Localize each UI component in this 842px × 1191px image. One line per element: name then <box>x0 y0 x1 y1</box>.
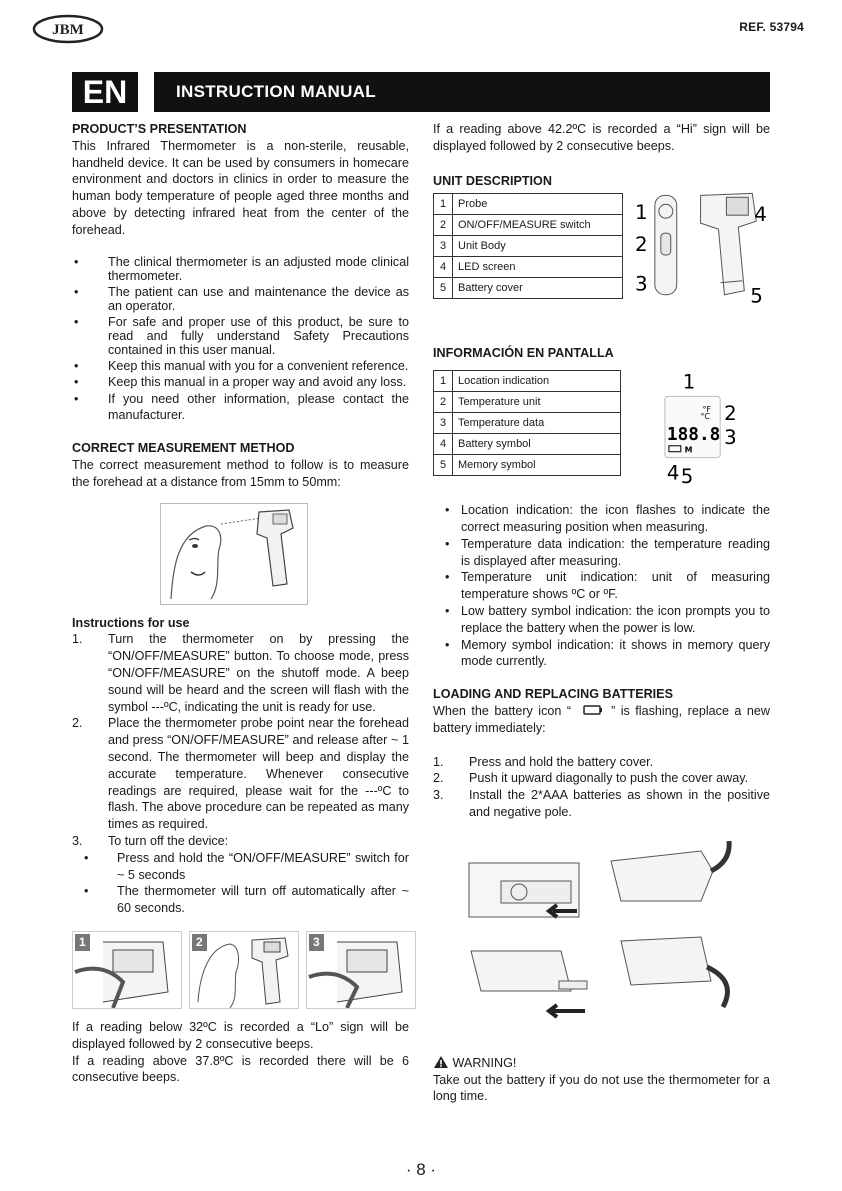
step-number: 2. <box>433 771 444 786</box>
list-item <box>433 754 770 771</box>
list-item: • Temperature unit indication: unit of measuring temperature shows ºC or ºF. <box>433 569 770 603</box>
page-number: · 8 · <box>405 1160 437 1179</box>
table-row <box>434 434 621 455</box>
warning-title <box>433 1055 770 1072</box>
callout-1: 1 <box>683 370 696 394</box>
list-item: • Keep this manual with you for a convenient reference. <box>72 359 409 373</box>
step-text: Install the 2*AAA batteries as shown in the positive and negative pole. <box>469 788 770 819</box>
battery-replacement-figures <box>461 841 751 1031</box>
lcd-screen-diagram <box>661 368 770 486</box>
table-row <box>434 371 621 392</box>
row-label: Unit Body <box>453 236 623 257</box>
lcd-unit-c: °C <box>700 412 711 422</box>
row-number: 5 <box>434 455 453 476</box>
row-number: 1 <box>434 194 453 215</box>
list-item: • Press and hold the “ON/OFF/MEASURE” switch for ~ 5 seconds <box>72 850 409 884</box>
lo-reading-note: If a reading below 32ºC is recorded a “Lo” sign will be displayed followed by 2 consecutive beeps. <box>72 1019 409 1051</box>
batteries-intro-start: When the battery icon “ <box>433 703 572 718</box>
step-text: To turn off the device: <box>108 833 229 848</box>
table-row <box>434 278 623 299</box>
table-row <box>434 413 621 434</box>
list-item: • The thermometer will turn off automatically after ~ 60 seconds. <box>72 883 409 917</box>
step-number: 1. <box>433 754 444 769</box>
list-item: • Low battery symbol indication: the icon prompts you to replace the battery when the power is low. <box>433 603 770 637</box>
batteries-heading: LOADING AND REPLACING BATTERIES <box>433 687 673 702</box>
thermometer-unit-diagram <box>631 187 770 309</box>
manual-title: INSTRUCTION MANUAL <box>154 72 770 112</box>
warning-text: Take out the battery if you do not use the thermometer for a long time. <box>433 1072 770 1104</box>
instructions-heading: Instructions for use <box>72 615 190 630</box>
list-item: • For safe and proper use of this product, be sure to read and fully understand Safety Precautions contained in this user manual. <box>72 315 409 357</box>
right-column <box>433 121 770 1105</box>
step-text: Turn the thermometer on by pressing the “ON/OFF/MEASURE” button. To choose mode, press “ON/OFF/MEASURE” on the shutoff mode. A beep sound will be heard and the screen will flash with the symbol ---ºC, indicating the unit is ready for use. <box>108 632 409 714</box>
batteries-intro-end: ” is flashing, replace a new battery immediately: <box>433 703 770 735</box>
screen-heading: INFORMACIÓN EN PANTALLA <box>433 346 614 361</box>
list-item: • The patient can use and maintenance the device as an operator. <box>72 285 409 313</box>
row-label: Memory symbol <box>453 455 621 476</box>
list-item <box>433 770 770 787</box>
lcd-memory: M <box>685 445 693 455</box>
list-item: • Location indication: the icon flashes to indicate the correct measuring position when measuring. <box>433 502 770 536</box>
list-item: • Memory symbol indication: it shows in memory query mode currently. <box>433 637 770 671</box>
unit-heading: UNIT DESCRIPTION <box>433 173 552 188</box>
step-figure <box>72 931 182 1009</box>
presentation-heading: PRODUCT’S PRESENTATION <box>72 122 247 136</box>
step-number: 2. <box>72 716 83 731</box>
callout-4: 4 <box>754 203 767 227</box>
reference-number: REF. 53794 <box>739 20 804 34</box>
row-label: Temperature unit <box>453 392 621 413</box>
row-number: 4 <box>434 257 453 278</box>
callout-3: 3 <box>724 425 738 449</box>
row-number: 2 <box>434 215 453 236</box>
callout-5: 5 <box>750 285 763 309</box>
hi-reading-note: If a reading above 42.2ºC is recorded a “Hi” sign will be displayed followed by 2 consecutive beeps. <box>433 122 770 153</box>
turn-off-bullets <box>72 850 409 917</box>
row-label: Location indication <box>453 371 621 392</box>
step-text: Place the thermometer probe point near the forehead and press “ON/OFF/MEASURE” and release after ~ 1 second. The thermometer will beep and display the accurate temperature. Whenever consecutive readings are required, please wait for the ---ºC to flash. The above procedure can be repeated as many times as required. <box>108 716 409 832</box>
row-label: LED screen <box>453 257 623 278</box>
screen-table <box>433 370 621 476</box>
warning-title-text: WARNING! <box>452 1055 517 1070</box>
list-item <box>433 787 770 821</box>
list-item: • Keep this manual in a proper way and avoid any loss. <box>72 375 409 389</box>
row-label: Battery symbol <box>453 434 621 455</box>
table-row <box>434 194 623 215</box>
row-label: Probe <box>453 194 623 215</box>
list-item <box>72 631 409 715</box>
lcd-digits: 188.8 <box>667 425 721 446</box>
row-label: Temperature data <box>453 413 621 434</box>
figure-label: 1 <box>75 934 90 951</box>
callout-3: 3 <box>634 273 648 297</box>
step-text: Push it upward diagonally to push the cover away. <box>469 771 749 786</box>
logo-text: JBM <box>52 22 84 38</box>
callout-5: 5 <box>681 465 694 487</box>
list-item <box>72 715 409 833</box>
callout-2: 2 <box>724 402 738 426</box>
callout-2: 2 <box>634 233 648 257</box>
step-text: Press and hold the battery cover. <box>469 754 654 769</box>
presentation-bullets <box>72 255 409 425</box>
row-number: 1 <box>434 371 453 392</box>
table-row <box>434 392 621 413</box>
step-figure <box>306 931 416 1009</box>
callout-4: 4 <box>667 461 680 485</box>
table-row <box>434 257 623 278</box>
warning-icon <box>433 1055 449 1069</box>
step-figures <box>72 931 409 1009</box>
lcd-unit-f: °F <box>702 405 712 415</box>
row-label: Battery cover <box>453 278 623 299</box>
forehead-measurement-figure <box>160 503 308 605</box>
screen-bullets <box>433 502 770 670</box>
table-row <box>434 236 623 257</box>
figure-label: 2 <box>192 934 207 951</box>
beeps-reading-note: If a reading above 37.8ºC is recorded there will be 6 consecutive beeps. <box>72 1053 409 1085</box>
step-number: 1. <box>72 632 83 647</box>
language-badge: EN <box>72 72 138 112</box>
battery-icon <box>571 704 611 716</box>
row-number: 4 <box>434 434 453 455</box>
step-number: 3. <box>433 788 444 803</box>
left-column <box>72 121 409 1086</box>
method-heading: CORRECT MEASUREMENT METHOD <box>72 441 295 456</box>
table-row <box>434 215 623 236</box>
list-item <box>72 833 409 850</box>
row-number: 5 <box>434 278 453 299</box>
list-item: • The clinical thermometer is an adjusted mode clinical thermometer. <box>72 255 409 283</box>
row-number: 3 <box>434 236 453 257</box>
figure-label: 3 <box>309 934 324 951</box>
list-item: • Temperature data indication: the temperature reading is displayed after measuring. <box>433 536 770 570</box>
table-row <box>434 455 621 476</box>
callout-1: 1 <box>634 201 648 225</box>
step-number: 3. <box>72 833 83 848</box>
row-number: 3 <box>434 413 453 434</box>
unit-table <box>433 193 623 299</box>
step-figure <box>189 931 299 1009</box>
method-body: The correct measurement method to follow is to measure the forehead at a distance from 15mm to 50mm: <box>72 457 409 489</box>
batteries-intro <box>433 703 770 737</box>
batteries-steps <box>433 754 770 821</box>
instructions-steps <box>72 631 409 849</box>
jbm-logo <box>32 14 104 44</box>
row-number: 2 <box>434 392 453 413</box>
row-label: ON/OFF/MEASURE switch <box>453 215 623 236</box>
list-item: • If you need other information, please contact the manufacturer. <box>72 391 409 425</box>
presentation-body: This Infrared Thermometer is a non-sterile, reusable, handheld device. It can be used by consumers in homecare environment and doctors in clinics in order to measure the human body temperature of people aged three months and above by detecting infrared heat from the center of the forehead. <box>72 138 409 237</box>
